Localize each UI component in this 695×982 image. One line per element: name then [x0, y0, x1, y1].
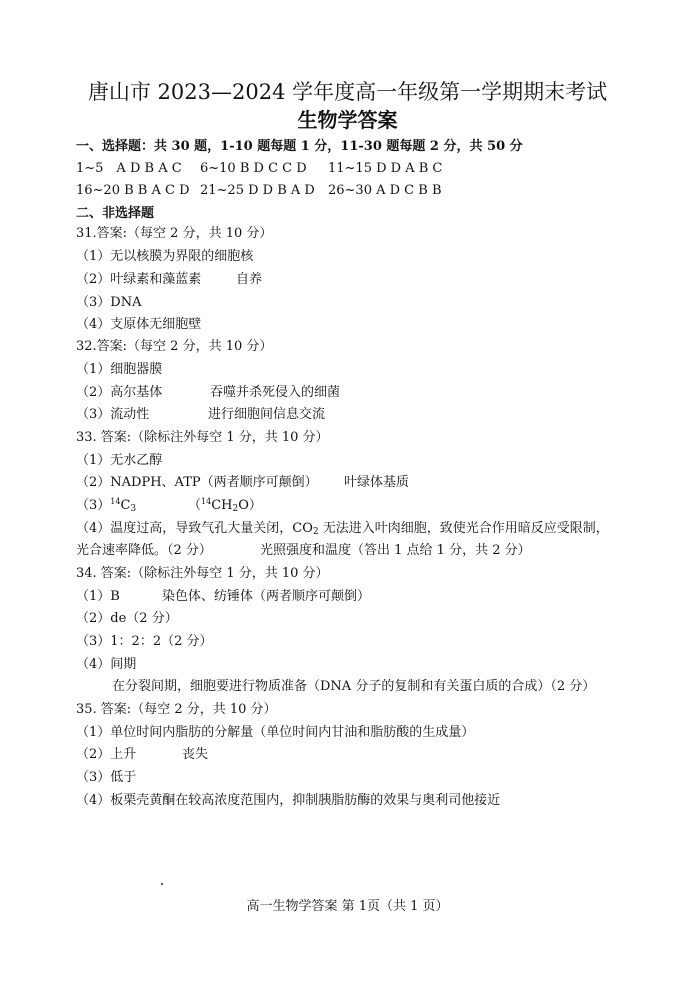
q34-answer-4: （4）间期	[76, 657, 137, 672]
isotope-label-2: 14	[201, 497, 212, 506]
q35-answer-2b: 丧失	[182, 747, 209, 762]
q33-answer-4-line1	[76, 520, 609, 538]
mc-answers-16-20: 16~20 B B A C D	[76, 183, 190, 198]
q32-header: 32.答案:（每空 2 分，共 10 分）	[76, 339, 273, 354]
c3-subscript: 3	[130, 504, 137, 514]
q34-answer-4-detail: 在分裂间期，细胞要进行物质准备（DNA 分子的复制和有关蛋白质的合成）（2 分）	[112, 679, 596, 694]
exam-title: 唐山市 2023—2024 学年度高一年级第一学期期末考试	[87, 80, 608, 104]
q31-header: 31.答案:（每空 2 分，共 10 分）	[76, 226, 273, 241]
q32-answer-3b: 进行细胞间信息交流	[208, 407, 326, 422]
q33-answer-2b: 叶绿体基质	[344, 475, 410, 490]
section1-heading: 一、选择题：共 30 题，1-10 题每题 1 分，11-30 题每题 2 分，共 50 分	[76, 139, 523, 154]
q32-answer-2b: 吞噬并杀死侵入的细菌	[210, 385, 341, 400]
q35-answer-1: （1）单位时间内脂肪的分解量（单位时间内甘油和脂肪酸的生成量）	[76, 725, 475, 740]
q31-answer-4: （4）支原体无细胞壁	[76, 317, 202, 332]
q33-4-text-b: 无法进入叶肉细胞，致使光合作用暗反应受限制，	[318, 521, 609, 536]
carbon-c: C	[120, 498, 131, 513]
q34-answer-1a: （1）B	[76, 589, 120, 604]
q33-answer-3a	[76, 497, 136, 515]
paren-open: （	[188, 498, 202, 513]
mc-answers-21-25: 21~25 D D B A D	[200, 183, 315, 198]
mc-answers-6-10: 6~10 B D C C D	[200, 161, 307, 176]
stray-dot	[161, 883, 163, 885]
q31-answer-2a: （2）叶绿素和藻蓝素	[76, 272, 202, 287]
q33-answer-3b	[188, 497, 262, 515]
q34-answer-2: （2）de（2 分）	[76, 611, 178, 626]
q35-answer-4: （4）板栗壳黄酮在较高浓度范围内，抑制胰脂肪酶的效果与奥利司他接近	[76, 793, 501, 808]
q32-answer-1: （1）细胞器膜	[76, 362, 163, 377]
q34-answer-1b: 染色体、纺锤体（两者顺序可颠倒）	[162, 589, 371, 604]
ch-text: CH	[211, 498, 233, 513]
q35-answer-2a: （2）上升	[76, 747, 137, 762]
q33-answer-2a: （2）NADPH、ATP（两者顺序可颠倒）	[76, 475, 318, 490]
answer-subtitle: 生物学答案	[297, 108, 398, 132]
q32-answer-3a: （3）流动性	[76, 407, 150, 422]
q32-answer-2a: （2）高尔基体	[76, 385, 163, 400]
q34-header: 34. 答案:（除标注外每空 1 分，共 10 分）	[76, 566, 329, 581]
section2-heading: 二、非选择题	[76, 206, 155, 221]
q33-4-text-a: （4）温度过高，导致气孔大量关闭，CO	[76, 521, 313, 536]
q35-answer-3: （3）低于	[76, 770, 137, 785]
q33-answer-1: （1）无水乙醇	[76, 453, 163, 468]
co2-subscript: 2	[312, 527, 319, 537]
q33-header: 33. 答案:（除标注外每空 1 分，共 10 分）	[76, 430, 329, 445]
h2-subscript: 2	[232, 504, 239, 514]
mc-answers-26-30: 26~30 A D C B B	[328, 183, 442, 198]
page-footer: 高一生物学答案 第 1页（共 1 页）	[246, 899, 449, 914]
q34-answer-3: （3）1：2：2（2 分）	[76, 634, 213, 649]
q33-answer-3-prefix: （3）	[76, 498, 111, 513]
q31-answer-3: （3）DNA	[76, 295, 142, 310]
o-text: O）	[238, 498, 262, 513]
q35-header: 35. 答案:（每空 2 分，共 10 分）	[76, 702, 277, 717]
isotope-label-1: 14	[110, 497, 121, 506]
mc-answers-11-15: 11~15 D D A B C	[328, 161, 443, 176]
q33-answer-4d: 光照强度和温度（答出 1 点给 1 分，共 2 分）	[260, 543, 531, 558]
q31-answer-1: （1）无以核膜为界限的细胞核	[76, 249, 254, 264]
mc-answers-1-5: 1~5 A D B A C	[76, 161, 182, 176]
q33-answer-4c: 光合速率降低。（2 分）	[76, 543, 212, 558]
q31-answer-2b: 自养	[236, 272, 263, 287]
